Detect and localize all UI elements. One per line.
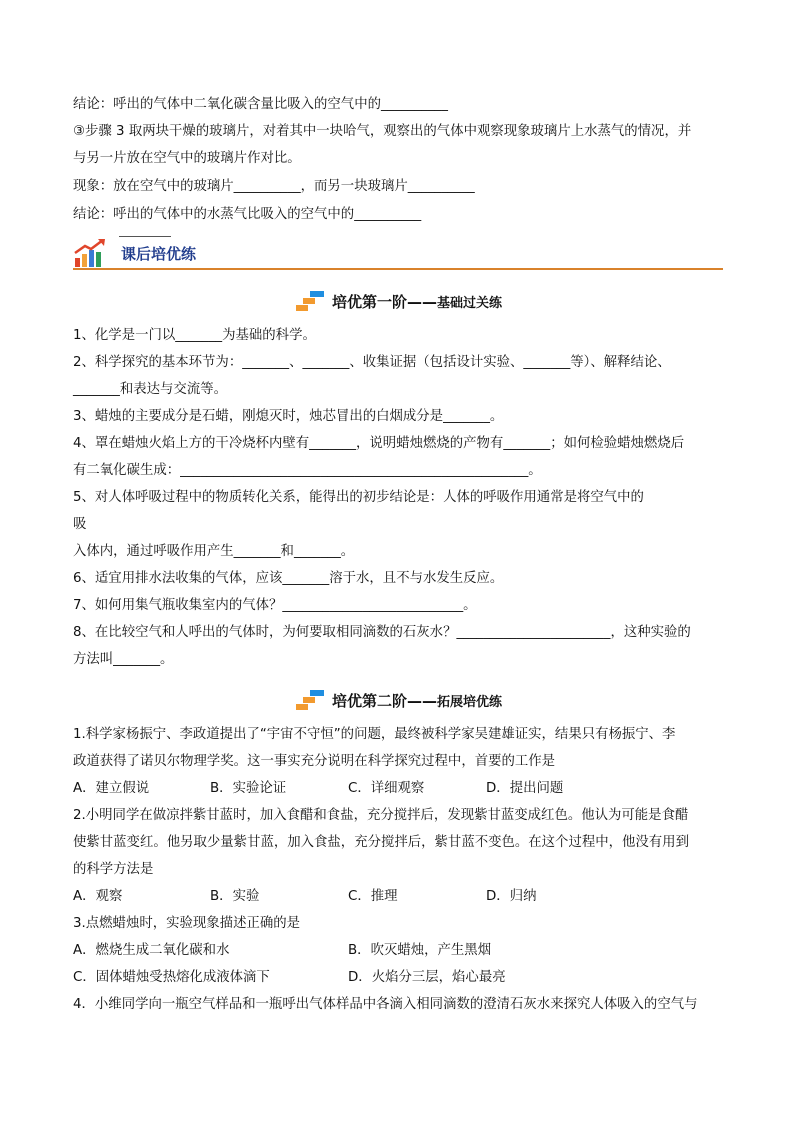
question-line: 方法叫_______。 [73,652,174,667]
stage1-heading [73,290,723,312]
question-line: 吸 [73,517,87,532]
question-line: 有二氧化碳生成：____________________________________________________。 [73,463,542,478]
question-line: 8、在比较空气和人呼出的气体时，为何要取相同滴数的石灰水？_______________________，这种实验的 [73,625,691,640]
section-rule [73,268,723,270]
option-a[interactable]: A．观察 [73,889,123,904]
option-c[interactable]: C．固体蜡烛受热熔化成液体滴下 [73,970,270,985]
header-topbar [119,236,171,237]
option-b[interactable]: B．吹灭蜡烛，产生黑烟 [348,943,492,958]
question-line: 2、科学探究的基本环节为：_______、_______、收集证据（包括设计实验、_______等）、解释结论、 [73,355,671,370]
question-line: 4、罩在蜡烛火焰上方的干冷烧杯内壁有_______，说明蜡烛燃烧的产物有_______；如何检验蜡烛燃烧后 [73,436,685,451]
question-line: 6、适宜用排水法收集的气体，应该_______溶于水，且不与水发生反应。 [73,571,504,586]
option-d[interactable]: D．归纳 [486,889,537,904]
stairs-icon [294,290,326,312]
option-a[interactable]: A．燃烧生成二氧化碳和水 [73,943,230,958]
text-line: ③步骤 3 取两块干燥的玻璃片，对着其中一块哈气，观察出的气体中观察现象玻璃片上水蒸气的情况，并 [73,124,692,139]
option-d[interactable]: D．火焰分三层，焰心最亮 [348,970,506,985]
question-line: 的科学方法是 [73,862,154,877]
option-b[interactable]: B．实验论证 [210,781,287,796]
stage1-title: 培优第一阶—— [331,292,437,311]
question-line: 1、化学是一门以_______为基础的科学。 [73,328,316,343]
stage2-title: 培优第二阶—— [331,691,437,710]
text-line: 结论：呼出的气体中二氧化碳含量比吸入的空气中的__________ [73,97,448,112]
text-line: 与另一片放在空气中的玻璃片作对比。 [73,151,301,166]
question-line: 3.点燃蜡烛时，实验现象描述正确的是 [73,916,301,931]
text-line: 现象：放在空气中的玻璃片__________，而另一块玻璃片__________ [73,179,475,194]
section-header [73,236,723,272]
question-line: 使紫甘蓝变红。他另取少量紫甘蓝，加入食盐，充分搅拌后，紫甘蓝不变色。在这个过程中，他没有用到 [73,835,689,850]
option-b[interactable]: B．实验 [210,889,260,904]
stage1-subtitle: 基础过关练 [437,295,503,311]
stage2-subtitle: 拓展培优练 [437,694,503,710]
question-line: 7、如何用集气瓶收集室内的气体？___________________________。 [73,598,477,613]
section-title: 课后培优练 [121,245,197,263]
option-c[interactable]: C．详细观察 [348,781,425,796]
question-line: 2.小明同学在做凉拌紫甘蓝时，加入食醋和食盐，充分搅拌后，发现紫甘蓝变成红色。他认为可能是食醋 [73,808,689,823]
option-c[interactable]: C．推理 [348,889,398,904]
question-line: 1.科学家杨振宁、李政道提出了“宇宙不守恒”的问题，最终被科学家吴建雄证实，结果只有杨振宁、李 [73,727,676,742]
stairs-icon [294,689,326,711]
question-line: 4．小维同学向一瓶空气样品和一瓶呼出气体样品中各滴入相同滴数的澄清石灰水来探究人体吸入的空气与 [73,997,698,1012]
bar-chart-arrow-icon [73,238,107,268]
question-line: 入体内，通过呼吸作用产生_______和_______。 [73,544,355,559]
stage2-heading [73,689,723,711]
option-a[interactable]: A．建立假说 [73,781,150,796]
question-line: 3、蜡烛的主要成分是石蜡，刚熄灭时，烛芯冒出的白烟成分是_______。 [73,409,504,424]
option-d[interactable]: D．提出问题 [486,781,564,796]
text-line: 结论：呼出的气体中的水蒸气比吸入的空气中的__________ [73,207,422,222]
question-line: _______和表达与交流等。 [73,382,227,397]
question-line: 政道获得了诺贝尔物理学奖。这一事实充分说明在科学探究过程中，首要的工作是 [73,754,556,769]
question-line: 5、对人体呼吸过程中的物质转化关系，能得出的初步结论是：人体的呼吸作用通常是将空气中的 [73,490,644,505]
